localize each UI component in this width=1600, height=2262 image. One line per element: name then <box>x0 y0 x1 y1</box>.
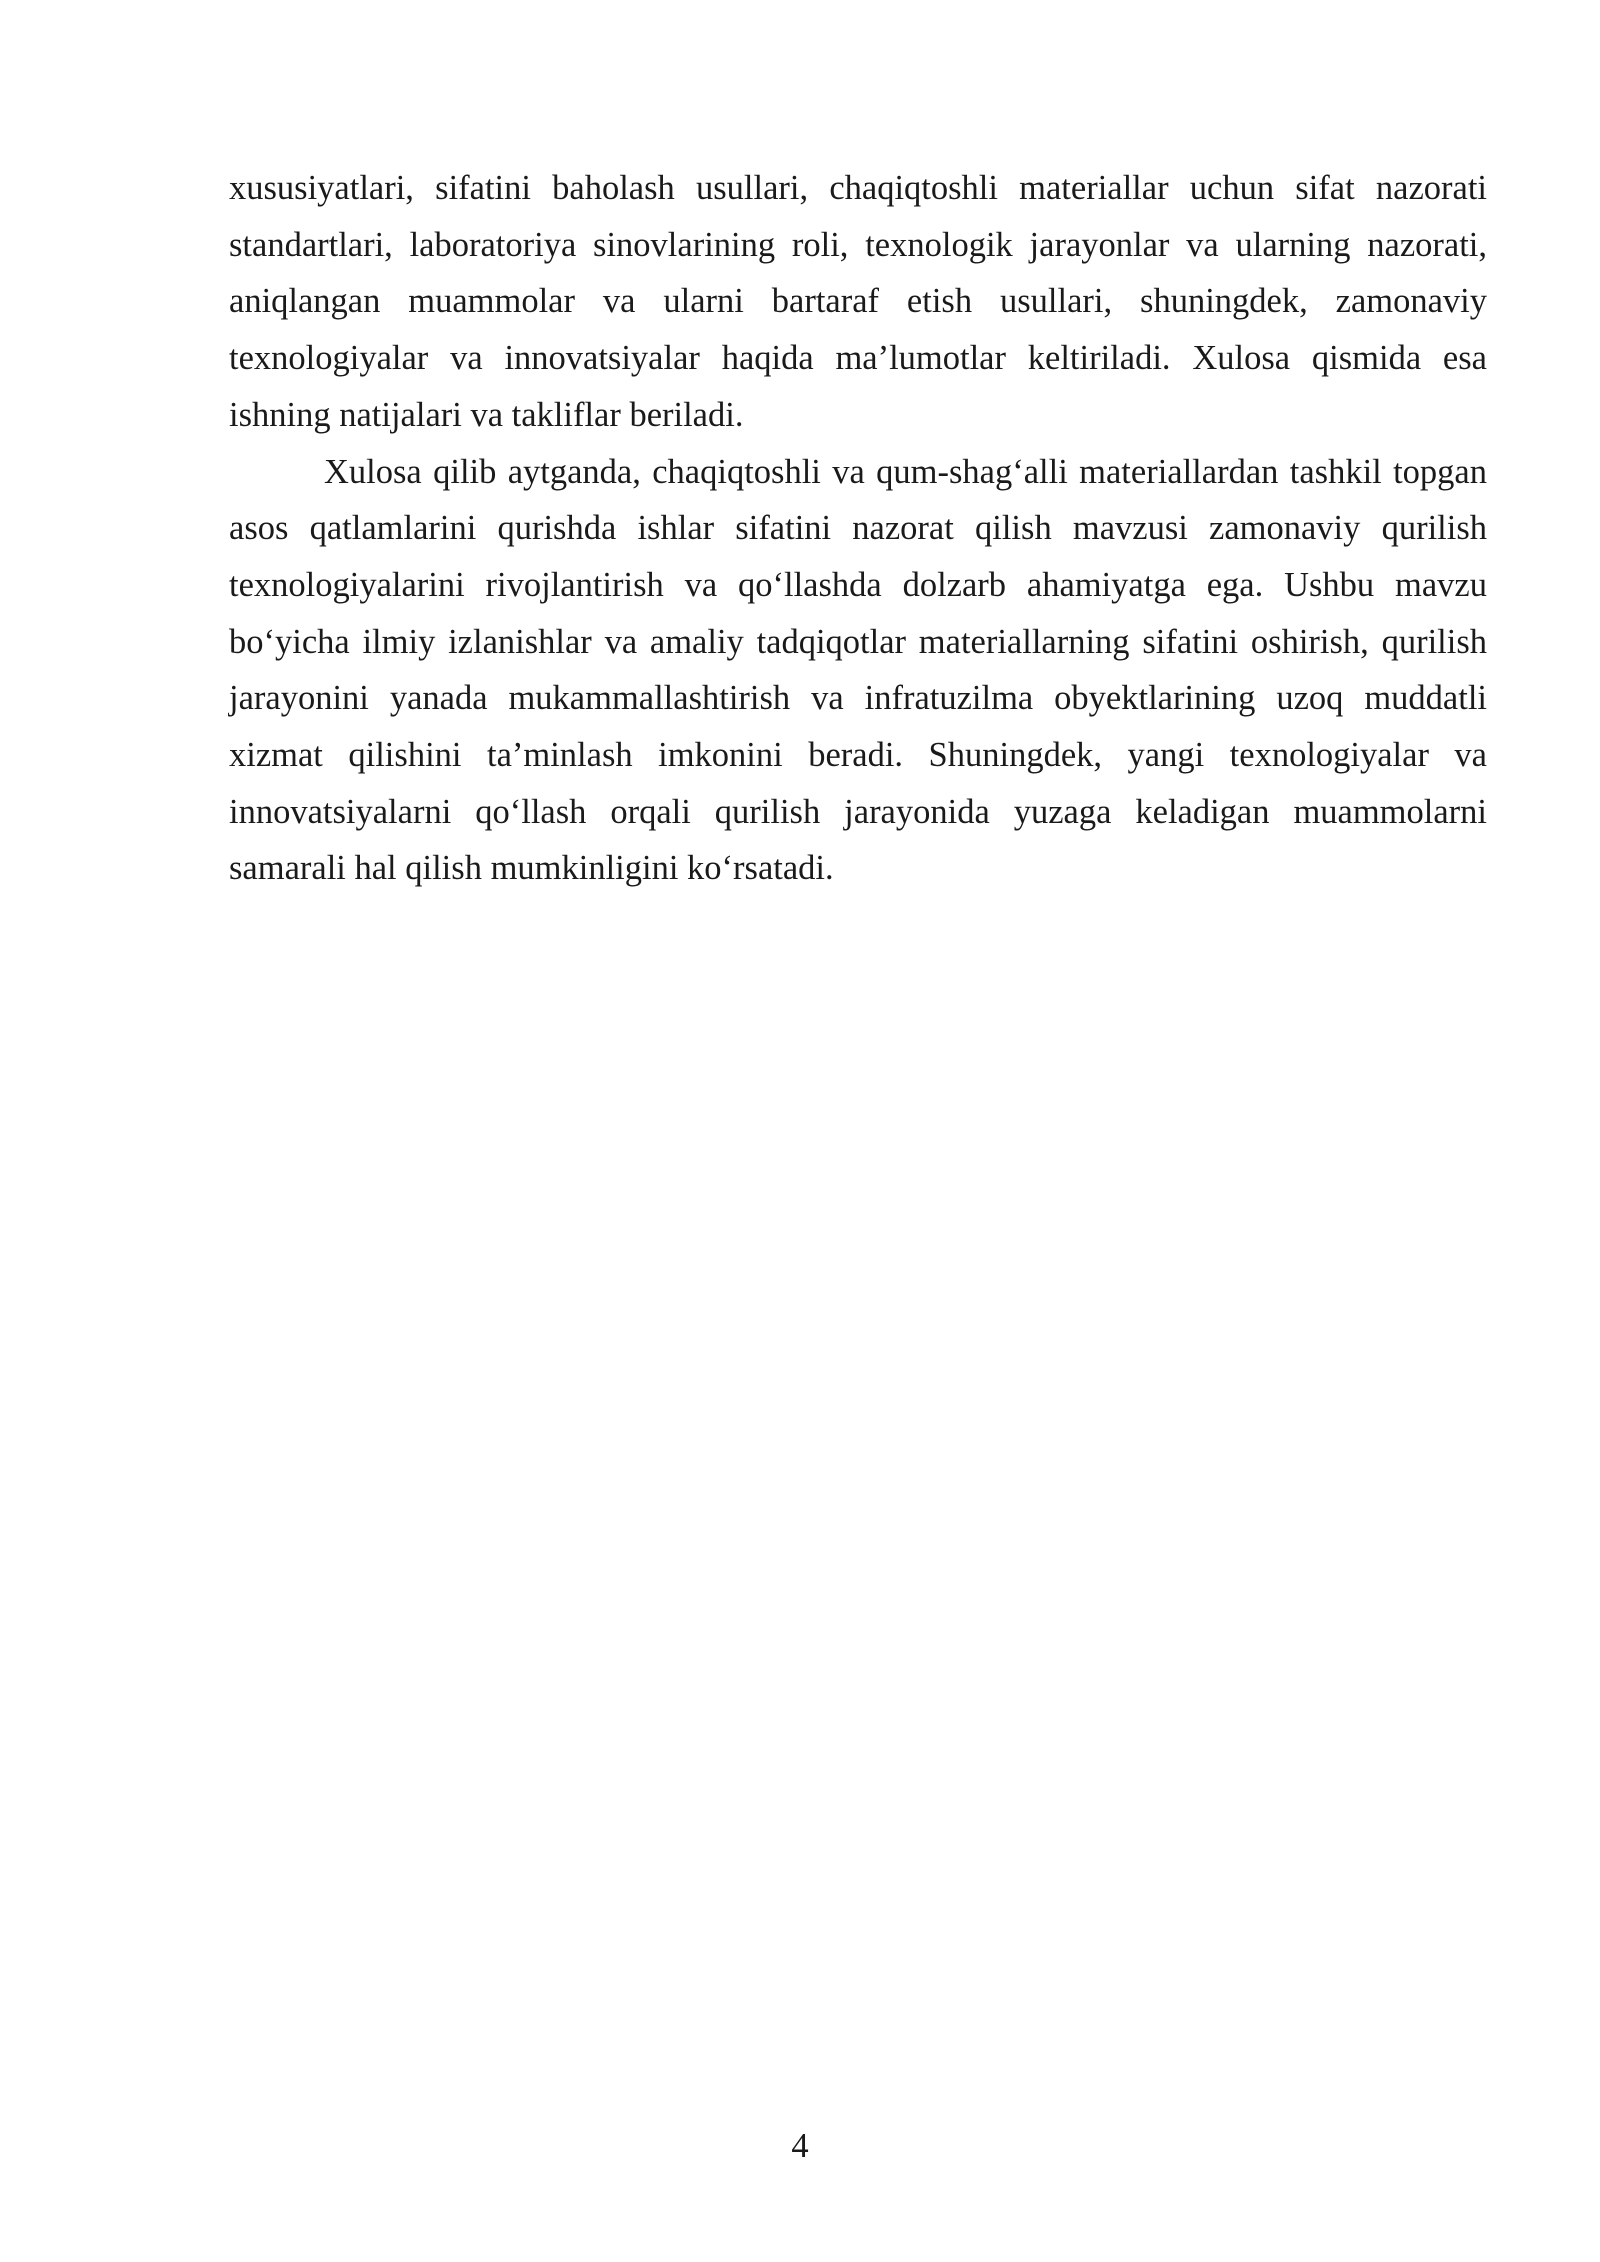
page-number: 4 <box>791 2127 809 2165</box>
body-text <box>229 160 1487 897</box>
paragraph-conclusion: Xulosa qilib aytganda, chaqiqtoshli va qum-shag‘alli materiallardan tashkil topgan asos qatlamlarini qurishda ishlar sifatini nazorat qilish mavzusi zamonaviy qurilish texnologiyalarini rivojlantirish va qo‘llashda dolzarb ahamiyatga ega. Ushbu mavzu bo‘yicha ilmiy izlanishlar va amaliy tadqiqotlar materiallarning sifatini oshirish, qurilish jarayonini yanada mukammallashtirish va infratuzilma obyektlarining uzoq muddatli xizmat qilishini ta’minlash imkonini beradi. Shuningdek, yangi texnologiyalar va innovatsiyalarni qo‘llash orqali qurilish jarayonida yuzaga keladigan muammolarni samarali hal qilish mumkinligini ko‘rsatadi. <box>229 452 1487 888</box>
paragraph-continued: xususiyatlari, sifatini baholash usullari, chaqiqtoshli materiallar uchun sifat nazorati standartlari, laboratoriya sinovlarining roli, texnologik jarayonlar va ularning nazorati, aniqlangan muammolar va ularni bartaraf etish usullari, shuningdek, zamonaviy texnologiyalar va innovatsiyalar haqida ma’lumotlar keltiriladi. Xulosa qismida esa ishning natijalari va takliflar beriladi. <box>229 169 1487 434</box>
